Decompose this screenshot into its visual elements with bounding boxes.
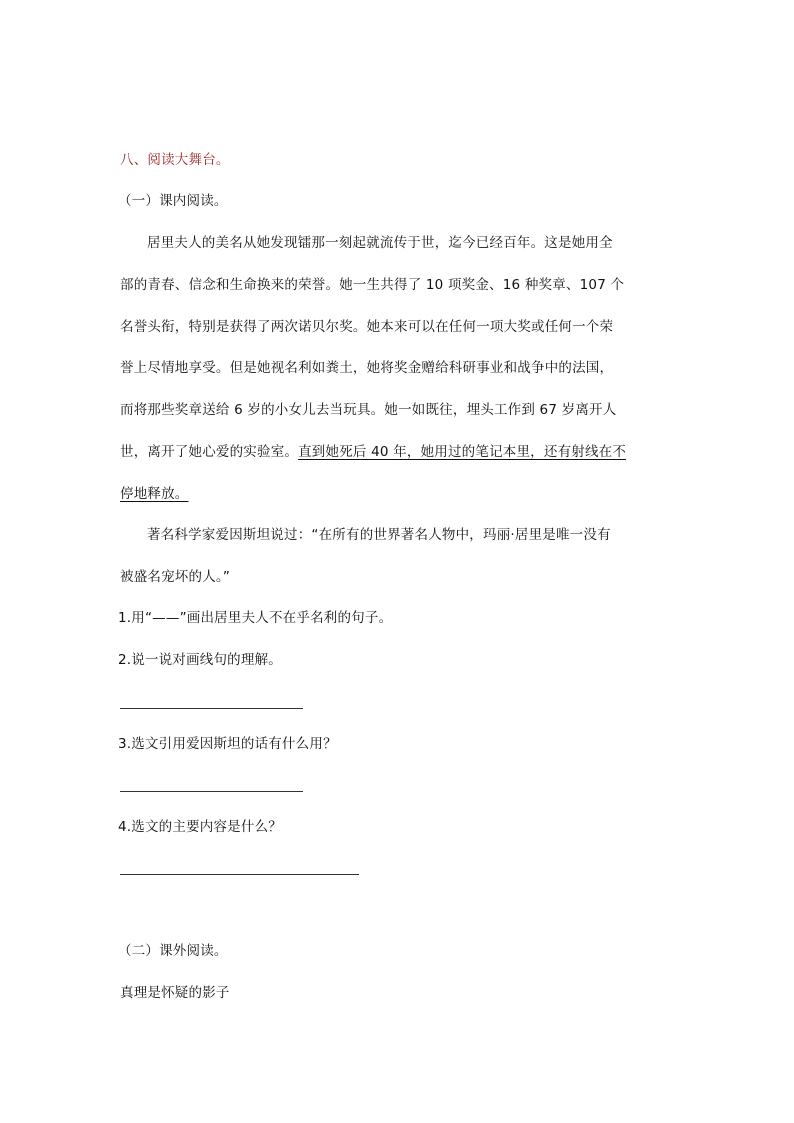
question-3: 3.选文引用爱因斯坦的话有什么用？ bbox=[118, 736, 337, 752]
passage-line: 部的青春、信念和生命换来的荣誉。她一生共得了 10 项奖金、16 种奖章、107 个 bbox=[120, 277, 625, 293]
passage-line bbox=[120, 442, 626, 462]
passage-line: 著名科学家爱因斯坦说过：“在所有的世界著名人物中，玛丽·居里是唯一没有 bbox=[147, 527, 611, 543]
passage-line: 而将那些奖章送给 6 岁的小女儿去当玩具。她一如既往，埋头工作到 67 岁离开人 bbox=[120, 402, 617, 418]
passage-line: 誉上尽情地享受。但是她视名利如粪土，她将奖金赠给科研事业和战争中的法国， bbox=[120, 360, 614, 376]
answer-line-4[interactable] bbox=[120, 874, 359, 875]
passage-text: 世，离开了她心爱的实验室。 bbox=[120, 444, 299, 460]
passage-line bbox=[120, 484, 189, 504]
part2-heading: （二）课外阅读。 bbox=[118, 943, 228, 959]
underlined-sentence-end: 停地释放。 bbox=[120, 486, 189, 502]
section-title: 八、阅读大舞台。 bbox=[120, 152, 230, 168]
question-4: 4.选文的主要内容是什么？ bbox=[118, 819, 282, 835]
passage-line: 居里夫人的美名从她发现镭那一刻起就流传于世，迄今已经百年。这是她用全 bbox=[147, 235, 613, 251]
answer-line-3[interactable] bbox=[120, 791, 303, 792]
underlined-sentence: 直到她死后 40 年，她用过的笔记本里，还有射线在不 bbox=[298, 444, 627, 460]
question-1: 1.用“——”画出居里夫人不在乎名利的句子。 bbox=[118, 610, 393, 626]
answer-line-2[interactable] bbox=[120, 708, 303, 709]
passage-line: 名誉头衔，特别是获得了两次诺贝尔奖。她本来可以在任何一项大奖或任何一个荣 bbox=[120, 319, 614, 335]
question-2: 2.说一说对画线句的理解。 bbox=[118, 652, 282, 668]
passage-line: 被盛名宠坏的人。” bbox=[120, 569, 231, 585]
article-title: 真理是怀疑的影子 bbox=[120, 985, 230, 1001]
part1-heading: （一）课内阅读。 bbox=[118, 193, 228, 209]
